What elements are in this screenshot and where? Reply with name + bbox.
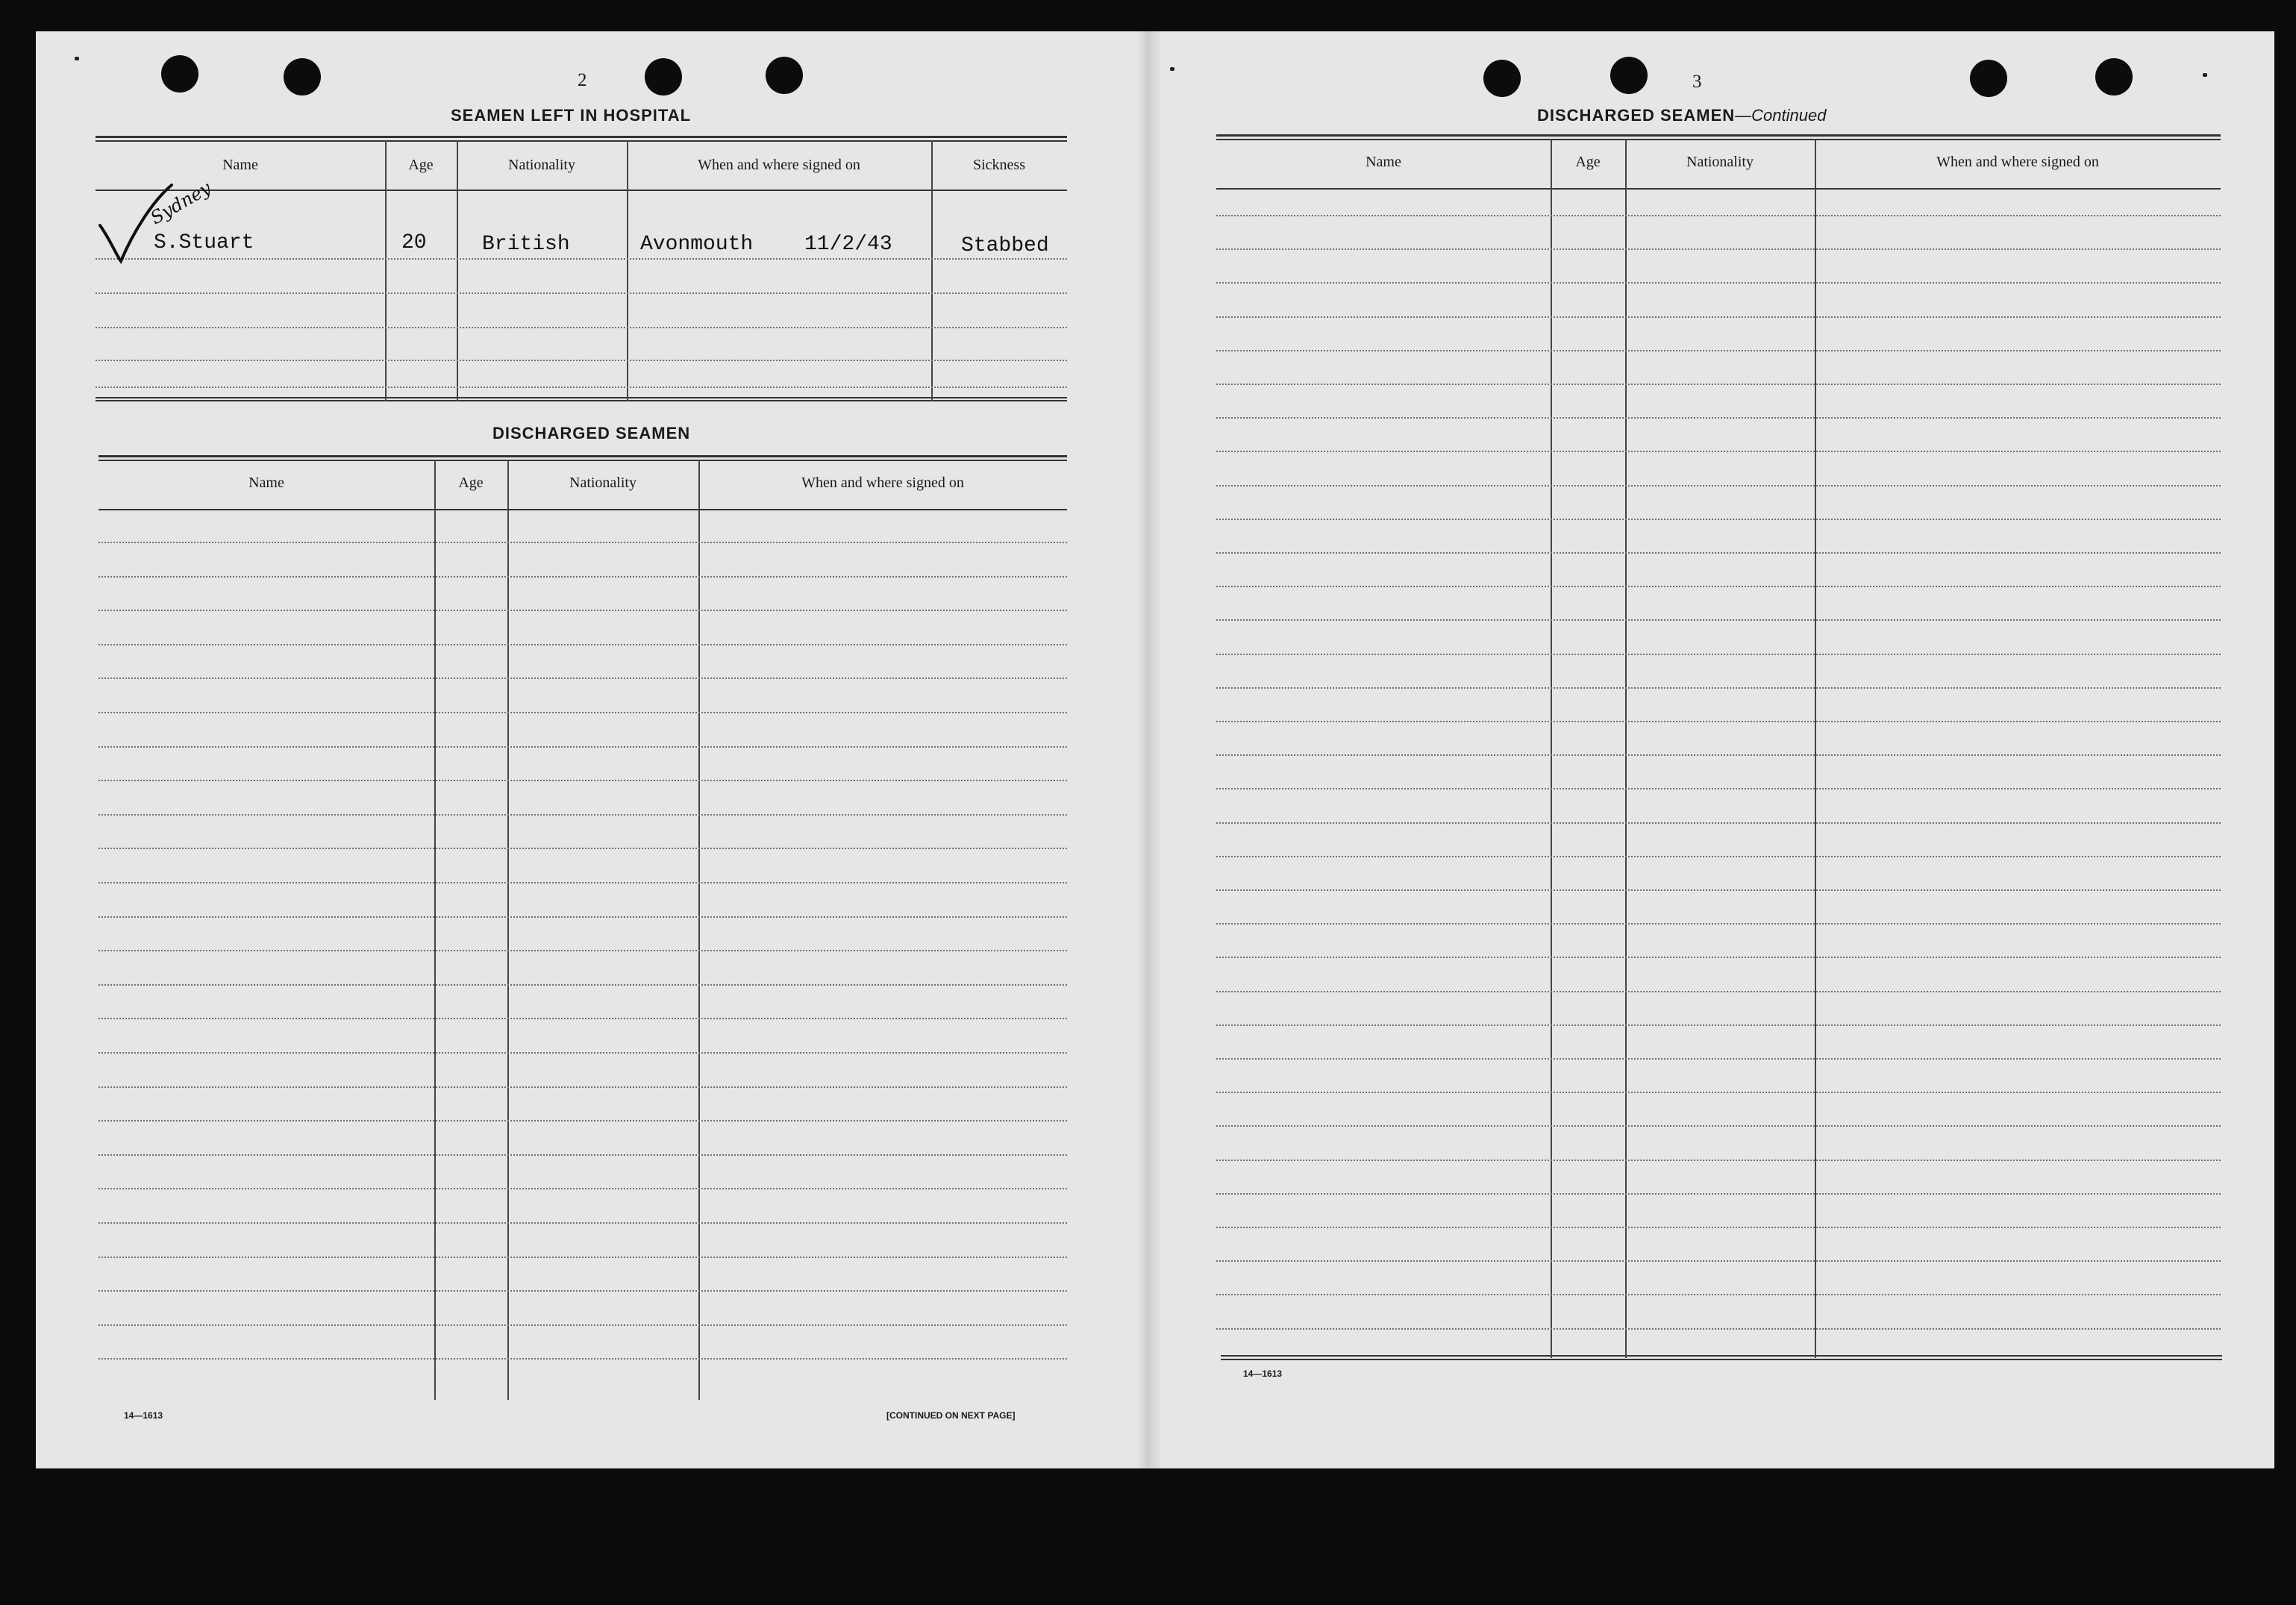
dotted-rule xyxy=(1216,1227,2221,1228)
dotted-rule xyxy=(98,916,1067,918)
dotted-rule xyxy=(98,814,1067,816)
dotted-rule xyxy=(96,360,1067,361)
dotted-rule xyxy=(1216,350,2221,351)
dotted-rule xyxy=(98,610,1067,611)
col-header-nationality: Nationality xyxy=(569,475,636,491)
dotted-rule xyxy=(1216,856,2221,857)
col-divider xyxy=(931,140,933,401)
punch-hole xyxy=(284,58,321,96)
col-divider xyxy=(434,460,436,1400)
punch-hole xyxy=(645,58,682,96)
dotted-rule xyxy=(1216,384,2221,385)
dotted-rule xyxy=(98,1188,1067,1189)
punch-hole xyxy=(161,55,198,93)
punch-hole xyxy=(2095,58,2133,96)
dotted-rule xyxy=(1216,1024,2221,1026)
right-table-top-rule xyxy=(1216,134,2221,137)
col-header-name: Name xyxy=(1366,154,1401,170)
col-header-name: Name xyxy=(248,475,284,491)
col-divider xyxy=(385,140,387,401)
name-annotation-handwritten: Sydney xyxy=(146,177,215,229)
discharged-table-top-rule xyxy=(98,455,1067,457)
dotted-rule xyxy=(98,1324,1067,1326)
dotted-rule xyxy=(98,576,1067,578)
col-header-signed-on: When and where signed on xyxy=(698,157,860,173)
dotted-rule xyxy=(1216,485,2221,486)
hospital-row-age: 20 xyxy=(401,231,427,254)
dotted-rule xyxy=(98,644,1067,645)
dotted-rule xyxy=(1216,654,2221,655)
col-header-signed-on: When and where signed on xyxy=(801,475,964,491)
col-divider xyxy=(627,140,628,401)
dotted-rule xyxy=(1216,248,2221,250)
title-suffix: —Continued xyxy=(1735,106,1827,125)
dotted-rule xyxy=(1216,1058,2221,1060)
dotted-rule xyxy=(98,1358,1067,1360)
dotted-rule xyxy=(98,1018,1067,1019)
col-divider xyxy=(507,460,509,1400)
speck xyxy=(1170,67,1174,71)
page-number-left: 2 xyxy=(578,70,587,90)
dotted-rule xyxy=(1216,923,2221,924)
hospital-section-title: SEAMEN LEFT IN HOSPITAL xyxy=(451,106,692,125)
dotted-rule xyxy=(96,292,1067,294)
col-header-signed-on: When and where signed on xyxy=(1936,154,2099,170)
hospital-table-top-rule-2 xyxy=(96,140,1067,142)
dotted-rule xyxy=(96,327,1067,328)
form-number-right: 14—1613 xyxy=(1243,1368,1283,1379)
dotted-rule xyxy=(96,258,1067,260)
hospital-row-signed-date: 11/2/43 xyxy=(804,233,892,256)
hospital-table-bottom-rule xyxy=(96,397,1067,398)
dotted-rule xyxy=(98,1120,1067,1121)
col-header-age: Age xyxy=(408,157,434,173)
document-sheet xyxy=(36,31,2274,1468)
dotted-rule xyxy=(1216,417,2221,419)
punch-hole xyxy=(1970,60,2007,97)
dotted-rule xyxy=(1216,451,2221,452)
dotted-rule xyxy=(1216,586,2221,587)
dotted-rule xyxy=(1216,552,2221,554)
right-table-top-rule-2 xyxy=(1216,139,2221,140)
dotted-rule xyxy=(1216,1193,2221,1195)
right-table-bottom-rule xyxy=(1221,1355,2222,1357)
dotted-rule xyxy=(98,1257,1067,1258)
dotted-rule xyxy=(98,1154,1067,1156)
right-header-rule xyxy=(1216,188,2221,190)
dotted-rule xyxy=(1216,1160,2221,1161)
hospital-row-sickness: Stabbed xyxy=(961,234,1049,257)
dotted-rule xyxy=(98,542,1067,543)
dotted-rule xyxy=(1216,215,2221,216)
page-number-right: 3 xyxy=(1692,72,1702,92)
dotted-rule xyxy=(1216,1294,2221,1295)
page-fold xyxy=(1137,31,1161,1468)
dotted-rule xyxy=(98,1052,1067,1054)
dotted-rule xyxy=(1216,316,2221,318)
dotted-rule xyxy=(1216,282,2221,284)
dotted-rule xyxy=(1216,957,2221,958)
title-main: DISCHARGED SEAMEN xyxy=(1537,106,1736,125)
continued-note: [CONTINUED ON NEXT PAGE] xyxy=(886,1410,1016,1421)
dotted-rule xyxy=(1216,721,2221,722)
dotted-rule xyxy=(1216,1125,2221,1127)
dotted-rule xyxy=(1216,1260,2221,1262)
dotted-rule xyxy=(98,746,1067,748)
dotted-rule xyxy=(98,984,1067,986)
col-divider xyxy=(1625,139,1627,1358)
checkmark-icon xyxy=(94,181,176,270)
dotted-rule xyxy=(1216,687,2221,689)
hospital-row-name: S.Stuart xyxy=(154,231,254,254)
form-number-left: 14—1613 xyxy=(124,1410,163,1421)
col-divider xyxy=(698,460,700,1400)
dotted-rule xyxy=(1216,519,2221,520)
punch-hole xyxy=(1610,57,1648,94)
hospital-table-top-rule xyxy=(96,136,1067,138)
hospital-row-signed-place: Avonmouth xyxy=(640,233,754,256)
col-header-nationality: Nationality xyxy=(1686,154,1754,170)
dotted-rule xyxy=(96,387,1067,388)
dotted-rule xyxy=(98,1222,1067,1224)
dotted-rule xyxy=(98,712,1067,713)
col-divider xyxy=(1815,139,1816,1358)
dotted-rule xyxy=(1216,889,2221,891)
discharged-header-rule xyxy=(98,509,1067,510)
dotted-rule xyxy=(1216,1328,2221,1330)
discharged-continued-title xyxy=(1537,106,1826,125)
dotted-rule xyxy=(98,848,1067,849)
col-divider xyxy=(1551,139,1552,1358)
discharged-section-title: DISCHARGED SEAMEN xyxy=(492,424,691,442)
dotted-rule xyxy=(98,1086,1067,1088)
right-table-bottom-rule-2 xyxy=(1221,1359,2222,1360)
punch-hole xyxy=(1483,60,1521,97)
dotted-rule xyxy=(98,1290,1067,1292)
dotted-rule xyxy=(1216,822,2221,824)
col-header-age: Age xyxy=(458,475,484,491)
dotted-rule xyxy=(1216,619,2221,621)
hospital-header-rule xyxy=(96,190,1067,191)
col-divider xyxy=(457,140,458,401)
dotted-rule xyxy=(1216,788,2221,789)
col-header-age: Age xyxy=(1575,154,1601,170)
speck xyxy=(2203,73,2207,77)
dotted-rule xyxy=(1216,1092,2221,1093)
dotted-rule xyxy=(98,882,1067,883)
hospital-row-nationality: British xyxy=(482,233,570,256)
dotted-rule xyxy=(98,780,1067,781)
punch-hole xyxy=(766,57,803,94)
col-header-sickness: Sickness xyxy=(973,157,1025,173)
dotted-rule xyxy=(1216,991,2221,992)
col-header-nationality: Nationality xyxy=(508,157,575,173)
col-header-name: Name xyxy=(222,157,258,173)
dotted-rule xyxy=(98,950,1067,951)
speck xyxy=(75,57,79,60)
dotted-rule xyxy=(1216,754,2221,756)
dotted-rule xyxy=(98,678,1067,679)
discharged-table-top-rule-2 xyxy=(98,460,1067,461)
hospital-table-bottom-rule-2 xyxy=(96,400,1067,401)
